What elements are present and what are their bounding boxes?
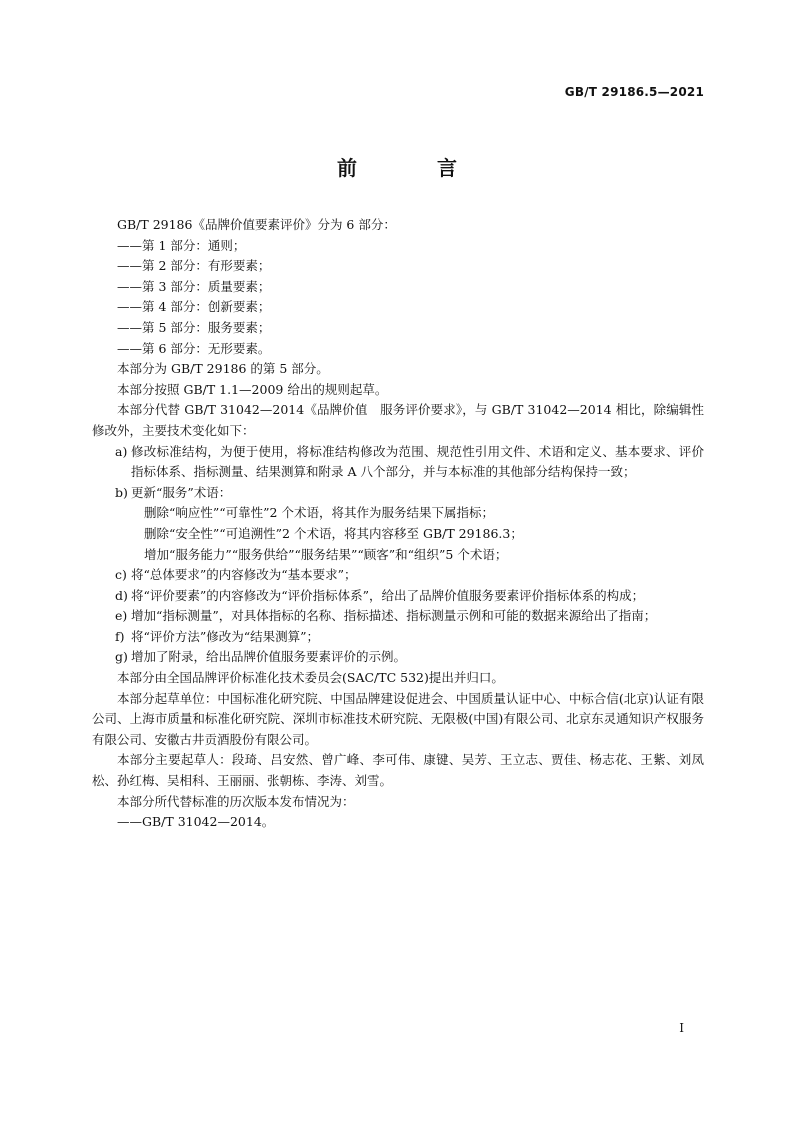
change-item-b xyxy=(92,483,704,504)
change-item-g xyxy=(92,647,704,668)
change-label: a) xyxy=(115,443,128,459)
change-item-f xyxy=(92,627,704,648)
standard-code: GB/T 29186.5—2021 xyxy=(564,85,704,99)
change-text: 将“评价要素”的内容修改为“评价指标体系”，给出了品牌价值服务要素评价指标体系的构成； xyxy=(131,587,645,603)
change-text: 增加“指标测量”，对具体指标的名称、指标描述、指标测量示例和可能的数据来源给出了指南； xyxy=(131,608,657,624)
intro-paragraph: GB/T 29186《品牌价值要素评价》分为 6 部分： xyxy=(117,217,396,232)
change-text: 更新“服务”术语： xyxy=(131,484,232,500)
foreword-body xyxy=(92,215,704,833)
part-list-item: ——第 4 部分：创新要素； xyxy=(117,299,271,315)
change-text: 将“评价方法”修改为“结果测算”； xyxy=(131,628,320,644)
part-of-paragraph: 本部分为 GB/T 29186 的第 5 部分。 xyxy=(117,361,329,377)
history-paragraph: 本部分所代替标准的历次版本发布情况为： xyxy=(117,793,355,809)
change-sub-item: 删除“响应性”“可靠性”2 个术语，将其作为服务结果下属指标； xyxy=(144,505,494,521)
change-item-a xyxy=(92,442,704,483)
change-item-e xyxy=(92,606,704,627)
change-label: f) xyxy=(115,628,125,644)
change-label: g) xyxy=(115,649,128,665)
part-list-item: ——第 2 部分：有形要素； xyxy=(117,258,271,274)
part-list-item: ——第 3 部分：质量要素； xyxy=(117,278,271,294)
drafting-rules-paragraph: 本部分按照 GB/T 1.1—2009 给出的规则起草。 xyxy=(117,381,388,397)
change-label: e) xyxy=(115,608,128,624)
change-item-c xyxy=(92,565,704,586)
part-list-item: ——第 5 部分：服务要素； xyxy=(117,319,271,335)
change-item-d xyxy=(92,586,704,607)
change-label: b) xyxy=(115,484,128,500)
page-number: I xyxy=(679,1021,684,1035)
history-list-item: ——GB/T 31042—2014。 xyxy=(117,814,275,830)
change-label: c) xyxy=(115,567,127,583)
change-sub-item: 删除“安全性”“可追溯性”2 个术语，将其内容移至 GB/T 29186.3； xyxy=(144,525,523,541)
part-list-item: ——第 6 部分：无形要素。 xyxy=(117,340,271,356)
proposed-by-paragraph: 本部分由全国品牌评价标准化技术委员会(SAC/TC 532)提出并归口。 xyxy=(117,670,504,686)
change-text: 修改标准结构，为便于使用，将标准结构修改为范围、规范性引用文件、术语和定义、基本要求、评价指标体系、指标测量、结果测算和附录 A 八个部分，并与本标准的其他部分结构保持一致； xyxy=(131,443,704,480)
change-sub-item: 增加“服务能力”“服务供给”“服务结果”“顾客”和“组织”5 个术语； xyxy=(144,546,508,562)
part-list-item: ——第 1 部分：通则； xyxy=(117,237,246,253)
drafting-units-paragraph: 本部分起草单位：中国标准化研究院、中国品牌建设促进会、中国质量认证中心、中标合信(北京)认证有限公司、上海市质量和标准化研究院、深圳市标准技术研究院、无限极(中国)有限公司、北京东灵通知识产权服务有限公司、安徽古井贡酒股份有限公司。 xyxy=(92,690,704,747)
replaces-paragraph: 本部分代替 GB/T 31042—2014《品牌价值 服务评价要求》，与 GB/T 31042—2014 相比，除编辑性修改外，主要技术变化如下： xyxy=(92,402,704,438)
change-text: 增加了附录，给出品牌价值服务要素评价的示例。 xyxy=(131,649,407,665)
change-text: 将“总体要求”的内容修改为“基本要求”； xyxy=(131,567,357,583)
page-title: 前 言 xyxy=(337,156,487,180)
drafters-paragraph: 本部分主要起草人：段琦、吕安然、曾广峰、李可伟、康键、吴芳、王立志、贾佳、杨志花、王紫、刘凤松、孙红梅、吴相科、王丽丽、张朝栋、李涛、刘雪。 xyxy=(92,752,704,789)
change-label: d) xyxy=(115,587,128,603)
